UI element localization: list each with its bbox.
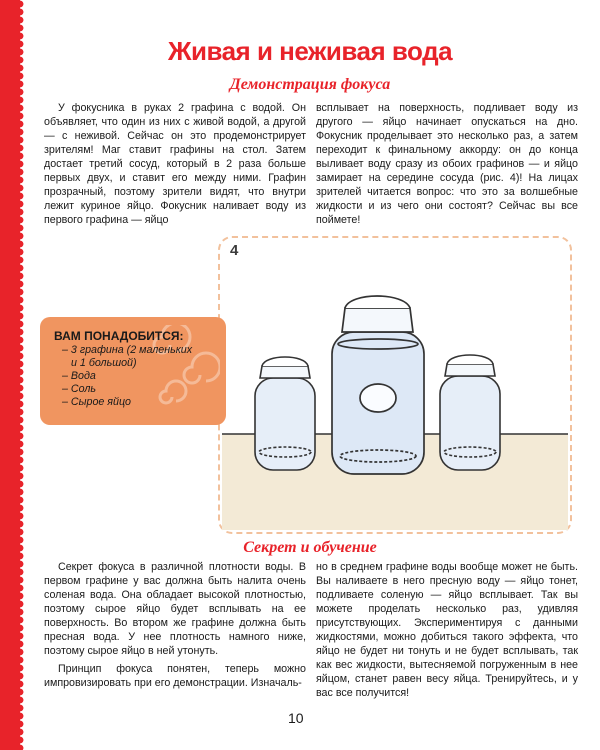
list-item: – Вода bbox=[62, 370, 96, 382]
jar-right bbox=[440, 355, 500, 470]
text-column-1 bbox=[44, 101, 306, 227]
page-title: Живая и неживая вода bbox=[167, 36, 453, 66]
text-column-4 bbox=[316, 560, 578, 700]
figure-number: 4 bbox=[230, 242, 239, 259]
list-item: – Сырое яйцо bbox=[62, 396, 132, 408]
supplies-title: ВАМ ПОНАДОБИТСЯ: bbox=[54, 329, 184, 343]
section-heading-demo: Демонстрация фокуса bbox=[229, 76, 391, 93]
page-border bbox=[0, 0, 20, 750]
text-column-2 bbox=[316, 101, 578, 227]
paragraph: У фокусника в руках 2 графина с водой. Он объявляет, что один из них с живой водой, а другой — с неживой. Сейчас он это продемонстрирует зрителям! Маг ставит графины на стол. Затем достает третий сосуд, который в 2 раза больше первых двух, и ставит его между ними. Графин прозрачный, поэтому зрители видят, что внутри лежит куриное яйцо. Фокусник наливает воду из первого графина — яйцо bbox=[44, 102, 306, 226]
paragraph: всплывает на поверхность, подливает воду из другого — яйцо начинает опускаться на дно. Фокусник проделывает это несколько раз, а затем переходит к финальному аккорду: он до конца выливает воду сразу из обоих графинов — и яйцо замирает на середине сосуда (рис. 4)! На лицах зрителей читается вопрос: что это за волшебные жидкости и из чего они состоят? Сейчас вы все поймете! bbox=[316, 102, 578, 226]
list-item: – 3 графина (2 маленьких bbox=[62, 344, 193, 356]
figure-illustration bbox=[218, 236, 572, 534]
paragraph: но в среднем графине воды вообще может не быть. Вы наливаете в него пресную воду — яйцо тонет, подливаете соленую — яйцо всплывает. Так вы можете проделать несколько раз, удивляя присутствующих. Экспериментируя с данными жидкостями, можно добиться такого эффекта, что яйцо не будет ни тонуть и не будет всплывать, так как вес жидкости, вытесняемой погруженным в нее яйцом, станет равен весу яйца. Тренируйтесь, и у вас все получится! bbox=[316, 561, 578, 699]
supplies-box bbox=[40, 317, 226, 425]
paragraph: Секрет фокуса в различной плотности воды. В первом графине у вас должна быть налита очень соленая вода. Она обладает высокой плотностью, поэтому сырое яйцо будет всплывать на ее поверхность. Во втором же графине должна быть пресная вода. У нее плотность намного ниже, поэтому сырое яйцо в ней утонуть. bbox=[44, 561, 306, 657]
list-item: – Соль bbox=[62, 383, 96, 395]
section-heading-secret: Секрет и обучение bbox=[243, 539, 377, 556]
jars-illustration bbox=[220, 238, 570, 532]
supplies-list bbox=[62, 344, 192, 409]
paragraph: Принцип фокуса понятен, теперь можно импровизировать при его демонстрации. Изначаль- bbox=[44, 663, 306, 689]
page-border-scallop bbox=[20, 0, 28, 750]
text-column-3 bbox=[44, 560, 306, 690]
jar-middle bbox=[332, 296, 424, 474]
list-item: и 1 большой) bbox=[71, 357, 137, 369]
page-number: 10 bbox=[288, 710, 304, 726]
jar-left bbox=[255, 357, 315, 470]
